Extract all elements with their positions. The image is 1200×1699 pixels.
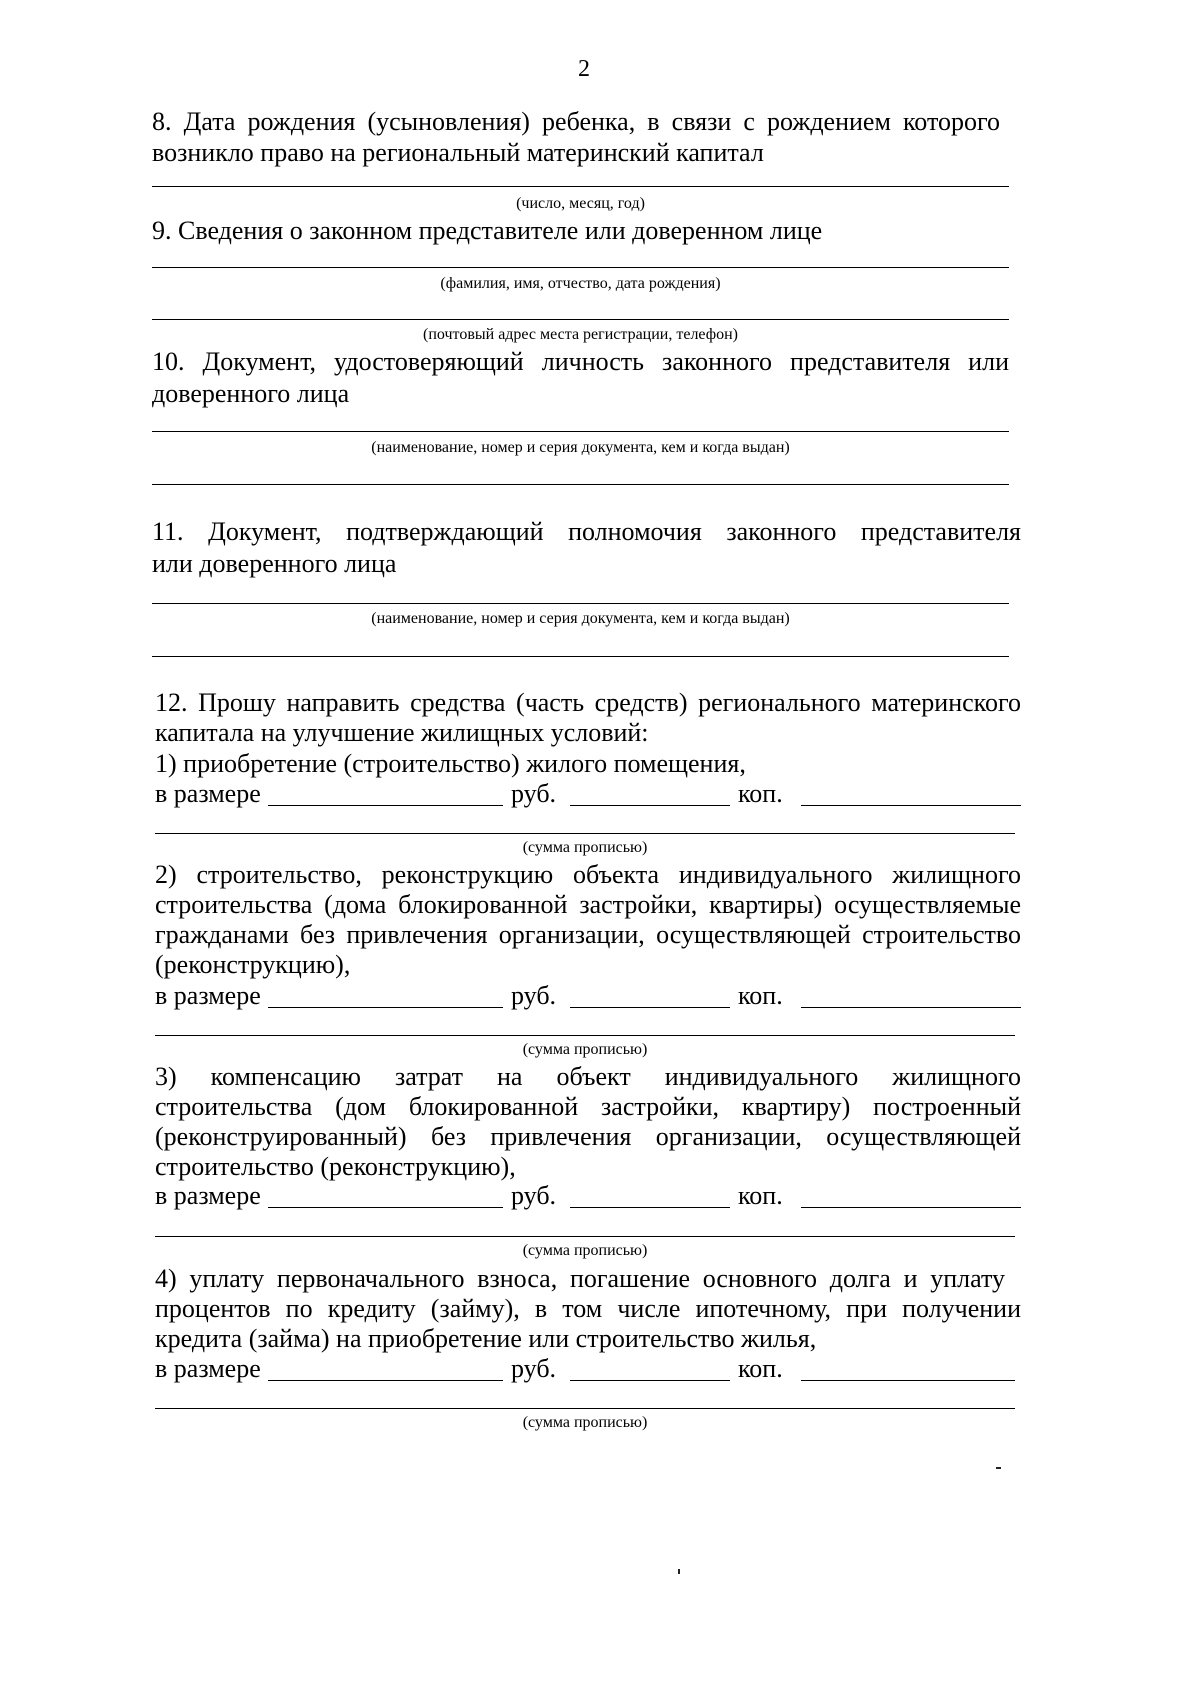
kop-label: коп. [738, 1354, 783, 1383]
size-label: в размере [155, 1181, 261, 1210]
scan-speck [678, 1569, 680, 1574]
item-4-words-caption: (сумма прописью) [522, 1414, 648, 1431]
identity-document-field-2[interactable] [152, 484, 1009, 485]
identity-document-field[interactable] [152, 431, 1009, 432]
representative-name-field[interactable] [152, 267, 1009, 268]
item-1-line-1: 1) приобретение (строительство) жилого помещения, [155, 749, 746, 778]
representative-address-field[interactable] [152, 319, 1009, 320]
item-2-extra-field[interactable] [801, 1007, 1021, 1008]
size-label: в размере [155, 779, 261, 808]
kop-label: коп. [738, 1181, 783, 1210]
representative-address-caption: (почтовый адрес места регистрации, телефон) [423, 326, 738, 343]
authority-document-field-2[interactable] [152, 656, 1009, 657]
rub-label: руб. [511, 779, 557, 808]
authority-document-field[interactable] [152, 603, 1009, 604]
item-4-rub-field[interactable] [268, 1380, 503, 1381]
section-11-line-2: или доверенного лица [152, 549, 397, 578]
item-1-amount-row [155, 777, 1021, 810]
identity-document-caption: (наименование, номер и серия документа, кем и когда выдан) [371, 439, 790, 456]
item-3-line-1: 3) компенсацию затрат на объект индивидуального жилищного [155, 1062, 1021, 1091]
scan-speck [996, 1467, 1001, 1469]
item-1-words-field[interactable] [155, 833, 1015, 834]
item-2-line-2: строительства (дома блокированной застройки, квартиры) осуществляемые [155, 890, 1021, 919]
item-4-words-field[interactable] [155, 1408, 1015, 1409]
kop-label: коп. [738, 981, 783, 1010]
section-8-line-1: 8. Дата рождения (усыновления) ребенка, в связи с рождением которого [152, 107, 1000, 136]
size-label: в размере [155, 1354, 261, 1383]
section-9-line-1: 9. Сведения о законном представителе или доверенном лице [152, 216, 823, 245]
item-2-amount-row [155, 979, 1021, 1012]
item-3-extra-field[interactable] [801, 1207, 1021, 1208]
item-4-extra-field[interactable] [801, 1380, 1015, 1381]
section-10-line-1: 10. Документ, удостоверяющий личность законного представителя или [152, 347, 1009, 376]
item-3-line-3: (реконструированный) без привлечения организации, осуществляющей [155, 1122, 1021, 1151]
section-8-line-2: возникло право на региональный материнский капитал [152, 138, 764, 167]
item-2-kop-field[interactable] [570, 1007, 730, 1008]
size-label: в размере [155, 981, 261, 1010]
authority-document-caption: (наименование, номер и серия документа, кем и когда выдан) [371, 610, 790, 627]
birth-date-caption: (число, месяц, год) [516, 195, 645, 212]
page-number: 2 [578, 56, 590, 82]
rub-label: руб. [511, 1181, 557, 1210]
item-3-words-field[interactable] [155, 1236, 1015, 1237]
item-3-line-4: строительство (реконструкцию), [155, 1152, 516, 1181]
item-3-rub-field[interactable] [268, 1207, 503, 1208]
birth-date-field[interactable] [152, 186, 1009, 187]
item-3-amount-row [155, 1179, 1021, 1212]
item-4-kop-field[interactable] [570, 1380, 730, 1381]
section-11-line-1: 11. Документ, подтверждающий полномочия законного представителя [152, 517, 1021, 546]
item-1-words-caption: (сумма прописью) [522, 839, 648, 856]
item-2-rub-field[interactable] [268, 1007, 503, 1008]
item-2-line-4: (реконструкцию), [155, 950, 351, 979]
section-12-line-1: 12. Прошу направить средства (часть средств) регионального материнского [155, 688, 1021, 717]
section-10-line-2: доверенного лица [152, 379, 350, 408]
item-2-words-caption: (сумма прописью) [522, 1041, 648, 1058]
item-1-rub-field[interactable] [268, 805, 503, 806]
item-4-line-3: кредита (займа) на приобретение или строительство жилья, [155, 1324, 817, 1353]
section-12-line-2: капитала на улучшение жилищных условий: [155, 718, 649, 747]
rub-label: руб. [511, 981, 557, 1010]
item-2-line-3: гражданами без привлечения организации, осуществляющей строительство [155, 920, 1021, 949]
kop-label: коп. [738, 779, 783, 808]
item-3-line-2: строительства (дом блокированной застройки, квартиру) построенный [155, 1092, 1021, 1121]
item-1-kop-field[interactable] [570, 805, 730, 806]
item-3-words-caption: (сумма прописью) [522, 1242, 648, 1259]
item-4-line-2: процентов по кредиту (займу), в том числе ипотечному, при получении [155, 1294, 1021, 1323]
item-2-words-field[interactable] [155, 1035, 1015, 1036]
item-1-extra-field[interactable] [801, 805, 1021, 806]
representative-name-caption: (фамилия, имя, отчество, дата рождения) [440, 275, 721, 292]
rub-label: руб. [511, 1354, 557, 1383]
item-4-amount-row [155, 1352, 1015, 1385]
item-3-kop-field[interactable] [570, 1207, 730, 1208]
item-2-line-1: 2) строительство, реконструкцию объекта индивидуального жилищного [155, 860, 1021, 889]
item-4-line-1: 4) уплату первоначального взноса, погашение основного долга и уплату [155, 1264, 1005, 1293]
